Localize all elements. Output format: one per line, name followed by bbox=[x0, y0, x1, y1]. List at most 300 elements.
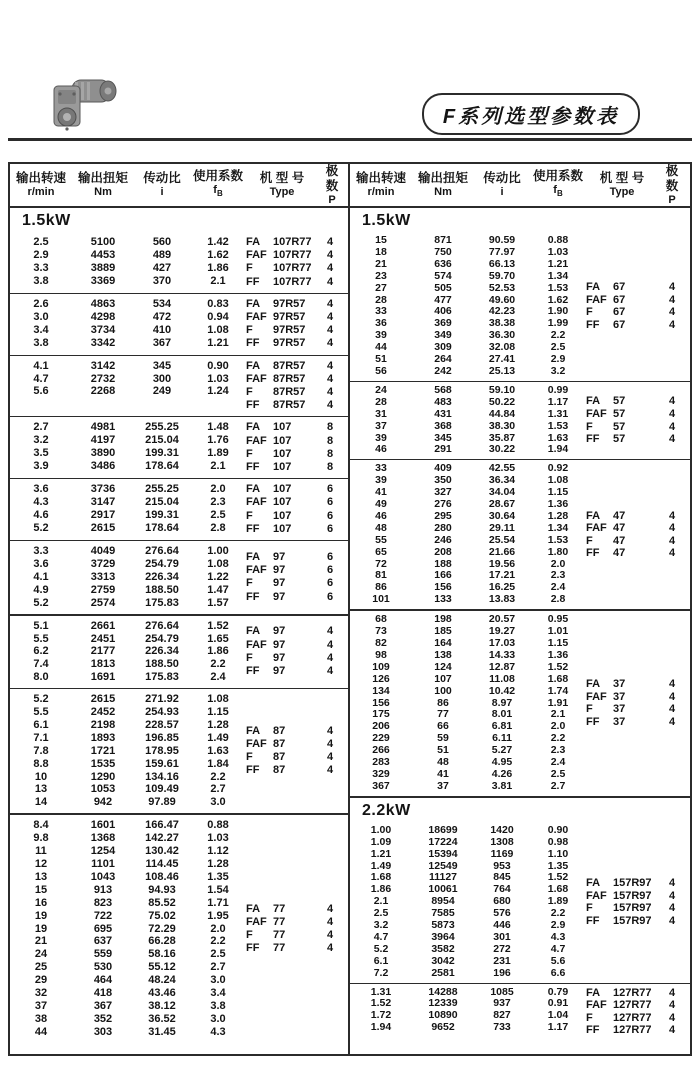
type-mount-label: FAF bbox=[246, 311, 267, 324]
selection-parameter-table bbox=[8, 162, 692, 1056]
type-mount-label: FAF bbox=[586, 690, 607, 703]
table-row bbox=[10, 832, 246, 845]
service-factor-cell: 1.52 bbox=[547, 660, 569, 673]
output-speed-cell: 37 bbox=[34, 999, 48, 1012]
output-speed-cell: 5.5 bbox=[33, 706, 49, 719]
output-speed-cell: 24 bbox=[34, 948, 48, 961]
output-speed-cell: 126 bbox=[372, 672, 390, 685]
output-speed-cell: 27 bbox=[375, 281, 387, 294]
column-header-row bbox=[10, 164, 348, 208]
type-mount-label: FAF bbox=[246, 372, 267, 385]
service-factor-cell: 2.5 bbox=[550, 767, 566, 780]
output-speed-cell: 39 bbox=[375, 474, 387, 487]
poles-value: 4 bbox=[668, 319, 676, 332]
type-mount-label: F bbox=[246, 262, 253, 275]
ratio-cell: 827 bbox=[493, 1009, 511, 1022]
poles-value: 4 bbox=[326, 311, 334, 324]
table-row bbox=[10, 758, 246, 771]
service-factor-cell: 1.34 bbox=[547, 269, 569, 282]
output-torque-cell: 823 bbox=[93, 896, 113, 909]
output-torque-cell: 2917 bbox=[90, 509, 116, 522]
type-size-label: 107R77 bbox=[273, 275, 312, 288]
ratio-cell: 8.97 bbox=[491, 696, 513, 709]
output-speed-cell: 3.5 bbox=[33, 447, 49, 460]
power-section-label: 1.5kW bbox=[362, 212, 411, 229]
output-torque-cell: 1601 bbox=[90, 819, 116, 832]
table-row bbox=[10, 509, 246, 522]
ratio-cell: 134.16 bbox=[145, 770, 179, 783]
output-torque-cell: 4981 bbox=[90, 421, 116, 434]
ratio-cell: 90.59 bbox=[488, 234, 516, 246]
ratio-cell: 38.30 bbox=[488, 419, 516, 432]
type-row bbox=[246, 916, 341, 929]
service-factor-cell: 2.5 bbox=[210, 509, 226, 522]
ratio-cell: 175.83 bbox=[145, 671, 179, 684]
output-torque-cell: 4453 bbox=[90, 248, 116, 261]
output-speed-cell: 4.7 bbox=[373, 930, 389, 943]
table-row bbox=[10, 558, 246, 571]
type-row bbox=[246, 337, 341, 350]
service-factor-cell: 1.63 bbox=[207, 744, 229, 757]
type-size-label: 107R77 bbox=[273, 236, 312, 248]
type-row bbox=[246, 725, 341, 738]
ratio-cell: 410 bbox=[152, 323, 172, 336]
output-torque-cell: 1535 bbox=[90, 757, 116, 770]
output-speed-cell: 6.1 bbox=[33, 718, 49, 731]
ratio-cell: 166.47 bbox=[145, 819, 179, 832]
table-row bbox=[350, 385, 586, 397]
ratio-cell: 97.89 bbox=[148, 796, 176, 809]
table-row bbox=[350, 849, 586, 861]
output-speed-cell: 2.1 bbox=[373, 895, 389, 908]
type-size-label: 97 bbox=[273, 550, 286, 563]
output-torque-cell: 4863 bbox=[90, 297, 116, 310]
ratio-cell: 21.66 bbox=[488, 545, 516, 558]
ratio-cell: 25.54 bbox=[488, 533, 516, 546]
service-factor-cell: 2.2 bbox=[550, 732, 566, 745]
table-row bbox=[10, 745, 246, 758]
table-row bbox=[10, 337, 246, 350]
poles-value: 4 bbox=[668, 703, 676, 716]
type-block bbox=[246, 360, 348, 413]
output-torque-cell: 166 bbox=[434, 569, 452, 582]
output-torque-cell: 86 bbox=[437, 696, 449, 709]
type-row bbox=[586, 716, 683, 729]
data-rows bbox=[350, 825, 586, 980]
output-speed-cell: 19 bbox=[34, 922, 48, 935]
output-speed-cell: 31 bbox=[375, 407, 387, 420]
type-size-label: 77 bbox=[273, 928, 286, 941]
type-size-label: 107 bbox=[273, 483, 292, 496]
type-block bbox=[586, 614, 690, 793]
output-torque-cell: 3890 bbox=[90, 447, 116, 460]
output-speed-cell: 7.1 bbox=[33, 731, 49, 744]
col-header-torque: 输出扭矩 Nm bbox=[417, 171, 468, 198]
type-mount-label: FAF bbox=[246, 434, 267, 447]
output-torque-cell: 2759 bbox=[90, 583, 116, 596]
service-factor-cell: 1.28 bbox=[547, 509, 569, 522]
poles-value: 4 bbox=[668, 1024, 676, 1037]
type-row bbox=[246, 510, 341, 523]
type-block bbox=[246, 545, 348, 610]
service-factor-cell: 2.0 bbox=[210, 922, 226, 935]
output-speed-cell: 3.6 bbox=[33, 483, 49, 496]
ratio-cell: 215.04 bbox=[145, 496, 179, 509]
poles-value: 4 bbox=[668, 986, 676, 999]
output-torque-cell: 9652 bbox=[431, 1021, 455, 1034]
output-speed-cell: 15 bbox=[375, 234, 387, 246]
service-factor-cell: 2.1 bbox=[550, 708, 566, 721]
service-factor-cell: 4.3 bbox=[550, 930, 566, 943]
ratio-cell: 50.22 bbox=[488, 395, 516, 408]
output-speed-cell: 72 bbox=[375, 557, 387, 570]
type-mount-label: FA bbox=[246, 625, 261, 638]
poles-value: 4 bbox=[326, 359, 334, 372]
ratio-cell: 58.16 bbox=[148, 948, 176, 961]
service-factor-cell: 0.88 bbox=[547, 234, 569, 246]
output-speed-cell: 8.8 bbox=[33, 757, 49, 770]
power-section-label: 2.2kW bbox=[350, 796, 690, 822]
ratio-cell: 94.93 bbox=[148, 883, 176, 896]
service-factor-cell: 1.08 bbox=[547, 474, 569, 487]
service-factor-cell: 2.0 bbox=[210, 483, 226, 496]
type-row bbox=[586, 691, 683, 704]
type-size-label: 97 bbox=[273, 665, 286, 678]
poles-value: 4 bbox=[326, 297, 334, 310]
service-factor-cell: 2.5 bbox=[210, 948, 226, 961]
type-row bbox=[246, 276, 341, 289]
output-speed-cell: 33 bbox=[375, 305, 387, 318]
output-torque-cell: 12339 bbox=[428, 997, 458, 1010]
type-mount-label: F bbox=[586, 534, 593, 547]
service-factor-cell: 1.22 bbox=[207, 570, 229, 583]
type-row bbox=[246, 591, 341, 604]
type-size-label: 97 bbox=[273, 625, 286, 638]
service-factor-cell: 1.12 bbox=[207, 845, 229, 858]
table-row bbox=[10, 732, 246, 745]
service-factor-cell: 2.3 bbox=[550, 569, 566, 582]
service-factor-cell: 0.83 bbox=[207, 297, 229, 310]
output-torque-cell: 568 bbox=[434, 383, 452, 396]
table-row bbox=[10, 858, 246, 871]
service-factor-cell: 6.6 bbox=[550, 966, 566, 979]
output-speed-cell: 11 bbox=[35, 845, 47, 858]
type-row bbox=[246, 262, 341, 275]
table-row bbox=[10, 1026, 246, 1039]
type-size-label: 37 bbox=[613, 703, 626, 716]
output-torque-cell: 3486 bbox=[90, 460, 116, 473]
service-factor-cell: 1.63 bbox=[547, 431, 569, 444]
output-speed-cell: 4.6 bbox=[33, 509, 49, 522]
poles-value: 6 bbox=[326, 483, 334, 496]
service-factor-cell: 2.7 bbox=[550, 779, 566, 792]
table-row bbox=[10, 706, 246, 719]
data-group bbox=[350, 381, 690, 459]
table-row bbox=[10, 298, 246, 311]
service-factor-cell: 4.7 bbox=[550, 942, 566, 955]
data-group bbox=[10, 688, 348, 813]
service-factor-cell: 2.5 bbox=[550, 341, 566, 354]
ratio-cell: 52.53 bbox=[488, 281, 516, 294]
data-group bbox=[10, 416, 348, 478]
table-row bbox=[350, 535, 586, 547]
poles-value: 4 bbox=[326, 665, 334, 678]
table-right-half bbox=[350, 164, 690, 1054]
poles-value: 4 bbox=[668, 678, 676, 691]
type-row bbox=[586, 987, 683, 1000]
output-speed-cell: 14 bbox=[34, 796, 48, 809]
output-speed-cell: 134 bbox=[372, 684, 390, 697]
type-mount-label: FF bbox=[586, 914, 600, 927]
poles-value: 4 bbox=[668, 716, 676, 729]
table-row bbox=[350, 825, 586, 837]
service-factor-cell: 0.90 bbox=[207, 359, 229, 372]
ratio-cell: 367 bbox=[152, 336, 172, 349]
output-speed-cell: 82 bbox=[375, 637, 387, 649]
type-mount-label: FF bbox=[586, 1024, 600, 1037]
type-row bbox=[246, 448, 341, 461]
service-factor-cell: 1.42 bbox=[207, 236, 229, 248]
table-row bbox=[10, 571, 246, 584]
service-factor-cell: 1.15 bbox=[207, 706, 229, 719]
output-speed-cell: 3.0 bbox=[33, 310, 49, 323]
output-speed-cell: 48 bbox=[375, 521, 387, 534]
output-torque-cell: 303 bbox=[93, 1025, 113, 1038]
col-header-torque: 输出扭矩 Nm bbox=[77, 171, 128, 198]
type-mount-label: FF bbox=[246, 275, 260, 288]
output-speed-cell: 7.4 bbox=[33, 658, 49, 671]
type-mount-label: FF bbox=[246, 764, 260, 777]
type-mount-label: FF bbox=[246, 461, 260, 474]
type-mount-label: FAF bbox=[246, 915, 267, 928]
type-row bbox=[246, 639, 341, 652]
poles-value: 4 bbox=[326, 262, 334, 275]
type-size-label: 97 bbox=[273, 564, 286, 577]
table-row bbox=[350, 956, 586, 968]
data-rows bbox=[350, 235, 586, 378]
output-speed-cell: 2.9 bbox=[33, 248, 49, 261]
service-factor-cell: 0.79 bbox=[547, 985, 569, 998]
type-size-label: 97 bbox=[273, 577, 286, 590]
table-row bbox=[10, 385, 246, 398]
output-speed-cell: 98 bbox=[375, 648, 387, 661]
ratio-cell: 27.41 bbox=[488, 353, 516, 366]
type-mount-label: FAF bbox=[246, 496, 267, 509]
output-speed-cell: 8.0 bbox=[33, 671, 49, 684]
ratio-cell: 937 bbox=[493, 997, 511, 1010]
output-speed-cell: 25 bbox=[34, 961, 48, 974]
data-group bbox=[350, 459, 690, 609]
output-speed-cell: 44 bbox=[34, 1025, 48, 1038]
type-size-label: 87R57 bbox=[273, 386, 306, 399]
type-row bbox=[586, 999, 683, 1012]
ratio-cell: 10.42 bbox=[488, 684, 516, 697]
output-speed-cell: 283 bbox=[372, 756, 390, 769]
table-row bbox=[10, 910, 246, 923]
type-mount-label: F bbox=[246, 751, 253, 764]
output-speed-cell: 1.21 bbox=[370, 847, 392, 860]
output-speed-cell: 37 bbox=[375, 419, 387, 432]
type-size-label: 97R57 bbox=[273, 337, 306, 350]
ratio-cell: 48.24 bbox=[148, 974, 176, 987]
output-speed-cell: 3.4 bbox=[33, 323, 49, 336]
table-row bbox=[10, 311, 246, 324]
output-speed-cell: 4.9 bbox=[33, 583, 49, 596]
output-torque-cell: 11127 bbox=[428, 871, 458, 884]
type-size-label: 107R77 bbox=[273, 249, 312, 262]
output-speed-cell: 9.8 bbox=[33, 832, 49, 845]
service-factor-cell: 2.1 bbox=[210, 460, 226, 473]
service-factor-cell: 1.34 bbox=[547, 521, 569, 534]
data-rows bbox=[10, 236, 246, 289]
output-torque-cell: 722 bbox=[93, 909, 113, 922]
type-size-label: 77 bbox=[273, 915, 286, 928]
output-torque-cell: 477 bbox=[434, 293, 452, 306]
output-speed-cell: 3.2 bbox=[373, 919, 389, 932]
output-torque-cell: 8954 bbox=[431, 895, 455, 908]
type-size-label: 87R57 bbox=[273, 359, 306, 372]
output-torque-cell: 913 bbox=[93, 883, 113, 896]
poles-value: 4 bbox=[326, 386, 334, 399]
service-factor-cell: 0.90 bbox=[547, 823, 569, 836]
service-factor-cell: 1.08 bbox=[207, 557, 229, 570]
output-speed-cell: 38 bbox=[34, 1012, 48, 1025]
table-row bbox=[350, 283, 586, 295]
output-speed-cell: 4.1 bbox=[33, 359, 49, 372]
service-factor-cell: 1.03 bbox=[207, 372, 229, 385]
table-row bbox=[350, 409, 586, 421]
type-size-label: 57 bbox=[613, 408, 626, 420]
table-row bbox=[350, 421, 586, 433]
service-factor-cell: 0.91 bbox=[547, 997, 569, 1010]
poles-value: 8 bbox=[326, 447, 334, 460]
type-mount-label: FA bbox=[246, 724, 261, 737]
type-size-label: 77 bbox=[273, 902, 286, 915]
ratio-cell: 19.27 bbox=[488, 625, 516, 638]
table-row bbox=[10, 884, 246, 897]
output-torque-cell: 1290 bbox=[90, 770, 116, 783]
type-size-label: 87 bbox=[273, 751, 286, 764]
col-header-speed: 输出转速 r/min bbox=[15, 171, 66, 198]
ratio-cell: 254.79 bbox=[145, 557, 179, 570]
type-mount-label: F bbox=[246, 509, 253, 522]
output-speed-cell: 5.6 bbox=[33, 385, 49, 398]
poles-value: 4 bbox=[326, 751, 334, 764]
poles-value: 4 bbox=[668, 522, 676, 535]
type-size-label: 107 bbox=[273, 434, 292, 447]
output-torque-cell: 188 bbox=[434, 557, 452, 570]
page-title bbox=[422, 93, 640, 135]
service-factor-cell: 1.90 bbox=[547, 305, 569, 318]
poles-value: 4 bbox=[668, 408, 676, 420]
table-row bbox=[350, 662, 586, 674]
ratio-cell: 42.55 bbox=[488, 462, 516, 475]
type-row bbox=[586, 902, 683, 915]
type-size-label: 107 bbox=[273, 461, 292, 474]
ratio-cell: 20.57 bbox=[488, 613, 516, 626]
ratio-cell: 764 bbox=[493, 883, 511, 896]
output-torque-cell: 1043 bbox=[90, 870, 116, 883]
table-row bbox=[10, 421, 246, 434]
ratio-cell: 55.12 bbox=[148, 961, 176, 974]
type-row bbox=[246, 625, 341, 638]
col-header-factor: 使用系数 $f_B$ bbox=[192, 169, 243, 199]
output-torque-cell: 464 bbox=[93, 974, 113, 987]
power-section-label: 1.5kW bbox=[22, 212, 71, 229]
type-size-label: 57 bbox=[613, 420, 626, 433]
type-row bbox=[586, 547, 683, 560]
type-row bbox=[246, 236, 341, 249]
service-factor-cell: 1.35 bbox=[207, 870, 229, 883]
ratio-cell: 1420 bbox=[490, 823, 514, 836]
output-torque-cell: 1893 bbox=[90, 731, 116, 744]
type-row bbox=[586, 433, 683, 446]
ratio-cell: 66.13 bbox=[488, 257, 516, 270]
service-factor-cell: 2.1 bbox=[210, 274, 226, 287]
output-torque-cell: 2732 bbox=[90, 372, 116, 385]
ratio-cell: 1308 bbox=[490, 835, 514, 848]
table-row bbox=[10, 236, 246, 249]
poles-value: 4 bbox=[326, 236, 334, 248]
type-row bbox=[246, 652, 341, 665]
type-mount-label: FA bbox=[586, 678, 601, 691]
table-row bbox=[10, 275, 246, 288]
type-row bbox=[246, 360, 341, 373]
service-factor-cell: 1.35 bbox=[547, 859, 569, 872]
output-torque-cell: 1053 bbox=[90, 783, 116, 796]
table-row bbox=[10, 373, 246, 386]
type-size-label: 87 bbox=[273, 738, 286, 750]
output-speed-cell: 1.68 bbox=[370, 871, 392, 884]
ratio-cell: 36.52 bbox=[148, 1012, 176, 1025]
poles-value: 4 bbox=[668, 281, 676, 294]
type-size-label: 37 bbox=[613, 716, 626, 729]
output-speed-cell: 6.2 bbox=[33, 645, 49, 658]
service-factor-cell: 3.8 bbox=[210, 999, 226, 1012]
output-torque-cell: 350 bbox=[434, 474, 452, 487]
type-row bbox=[586, 306, 683, 319]
output-torque-cell: 77 bbox=[437, 708, 449, 721]
poles-value: 4 bbox=[668, 306, 676, 319]
service-factor-cell: 1.21 bbox=[207, 336, 229, 349]
ratio-cell: 16.25 bbox=[488, 581, 516, 594]
ratio-cell: 188.50 bbox=[145, 658, 179, 671]
ratio-cell: 30.22 bbox=[488, 443, 516, 456]
col-header-type: 机 型 号 Type bbox=[599, 171, 645, 198]
output-speed-cell: 16 bbox=[34, 896, 48, 909]
type-block bbox=[246, 819, 348, 1038]
output-speed-cell: 21 bbox=[34, 935, 48, 948]
table-body-left bbox=[10, 208, 348, 1054]
ratio-cell: 446 bbox=[493, 919, 511, 932]
output-speed-cell: 10 bbox=[34, 770, 48, 783]
poles-value: 8 bbox=[326, 434, 334, 447]
type-size-label: 87R57 bbox=[273, 399, 306, 412]
output-speed-cell: 12 bbox=[34, 858, 48, 870]
type-size-label: 97 bbox=[273, 638, 286, 651]
table-row bbox=[350, 594, 586, 606]
ratio-cell: 36.30 bbox=[488, 329, 516, 342]
table-body-right bbox=[350, 208, 690, 1054]
type-mount-label: FA bbox=[246, 236, 261, 248]
service-factor-cell: 1.31 bbox=[547, 407, 569, 420]
output-torque-cell: 559 bbox=[93, 948, 113, 961]
poles-value: 4 bbox=[326, 638, 334, 651]
service-factor-cell: 1.49 bbox=[207, 731, 229, 744]
table-row bbox=[10, 597, 246, 610]
type-mount-label: FAF bbox=[586, 522, 607, 535]
data-rows bbox=[10, 693, 246, 809]
